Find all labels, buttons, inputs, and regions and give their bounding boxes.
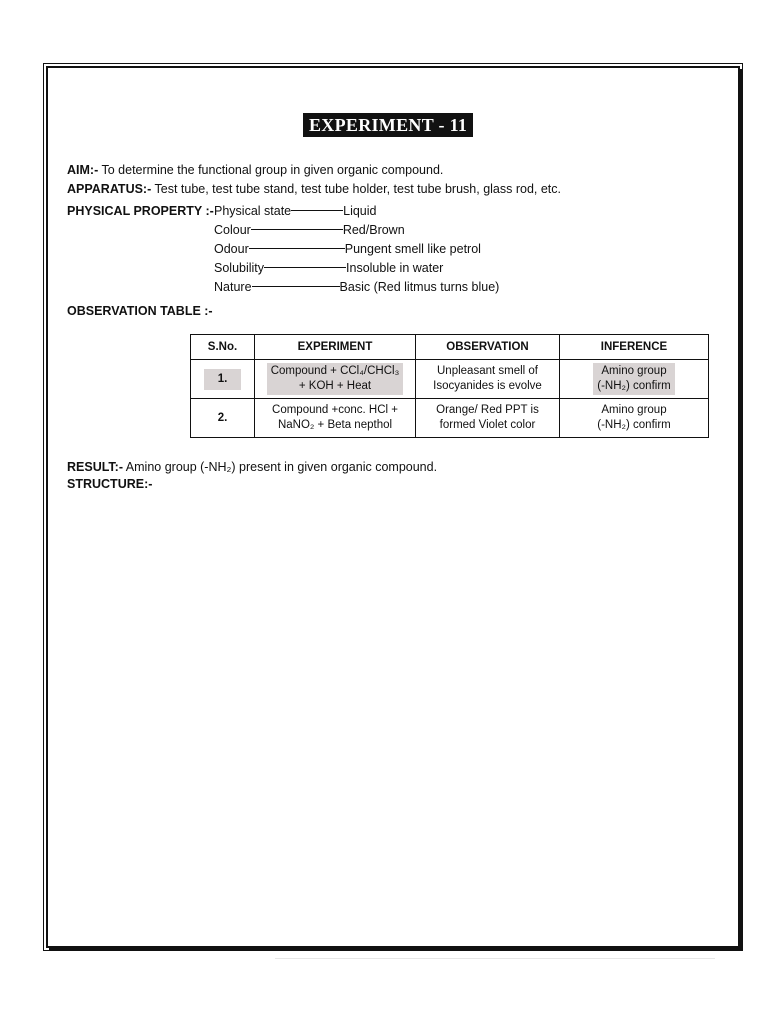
result-line xyxy=(67,459,437,475)
aim-text: To determine the functional group in given organic compound. xyxy=(98,163,444,177)
property-value: Insoluble in water xyxy=(346,261,444,275)
property-value: Liquid xyxy=(343,204,377,218)
property-name: Physical state xyxy=(214,204,292,218)
cell-observation: Orange/ Red PPT is formed Violet color xyxy=(416,399,560,438)
result-label: RESULT:- xyxy=(67,460,124,474)
scan-edge-line xyxy=(275,958,715,959)
property-row xyxy=(214,222,405,238)
property-name: Odour xyxy=(214,242,249,256)
property-name: Solubility xyxy=(214,261,265,275)
header-inference: INFERENCE xyxy=(560,335,709,360)
property-value: Pungent smell like petrol xyxy=(344,242,481,256)
cell-observation: Unpleasant smell of Isocyanides is evolve xyxy=(416,360,560,399)
property-row xyxy=(214,203,377,219)
property-name: Colour xyxy=(214,223,251,237)
cell-inference: Amino group (-NH₂) confirm xyxy=(560,399,709,438)
property-name: Nature xyxy=(214,280,252,294)
apparatus-label: APPARATUS:- xyxy=(67,182,152,196)
result-text: Amino group (-NH₂) present in given organic compound. xyxy=(123,460,438,474)
observation-table xyxy=(190,334,709,438)
table-row xyxy=(191,399,709,438)
table-row xyxy=(191,360,709,399)
observation-table-label: OBSERVATION TABLE :- xyxy=(67,304,213,318)
cell-experiment: Compound + CCl₄/CHCl₃ + KOH + Heat xyxy=(255,360,416,399)
apparatus-text: Test tube, test tube stand, test tube holder, test tube brush, glass rod, etc. xyxy=(151,182,562,196)
header-observation: OBSERVATION xyxy=(416,335,560,360)
structure-label: STRUCTURE:- xyxy=(67,477,153,491)
aim-label: AIM:- xyxy=(67,163,99,177)
cell-experiment: Compound +conc. HCl + NaNO₂ + Beta nepthol xyxy=(255,399,416,438)
property-value: Red/Brown xyxy=(342,223,405,237)
cell-sno: 1. xyxy=(191,360,255,399)
header-sno: S.No. xyxy=(191,335,255,360)
property-row xyxy=(214,260,443,276)
table-header-row xyxy=(191,335,709,360)
property-value: Basic (Red litmus turns blue) xyxy=(339,280,500,294)
page-border xyxy=(46,66,740,948)
experiment-title: EXPERIMENT - 11 xyxy=(303,113,473,137)
header-experiment: EXPERIMENT xyxy=(255,335,416,360)
cell-inference: Amino group (-NH₂) confirm xyxy=(560,360,709,399)
aim-line xyxy=(67,162,443,178)
cell-sno: 2. xyxy=(191,399,255,438)
property-row xyxy=(214,241,481,257)
apparatus-line xyxy=(67,181,561,197)
physical-property-label: PHYSICAL PROPERTY :- xyxy=(67,204,214,218)
property-row xyxy=(214,279,499,295)
